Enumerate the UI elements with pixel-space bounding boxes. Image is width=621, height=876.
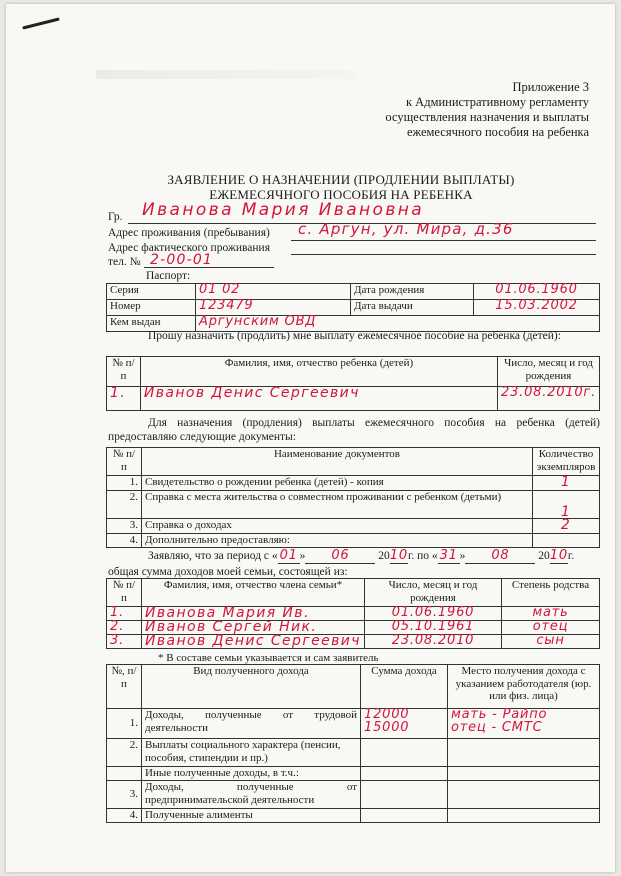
- income-sum[interactable]: [361, 767, 448, 781]
- table-row: [107, 534, 600, 548]
- income-kind: Полученные алименты: [142, 809, 361, 823]
- series-value[interactable]: 01 02: [196, 284, 351, 300]
- table-row: [107, 767, 600, 781]
- child-num[interactable]: 1.: [107, 387, 141, 411]
- income-col-place: Место получения дохода с указанием работодателя (юр. или физ. лица): [448, 665, 600, 709]
- appendix-line: ежемесячного пособия на ребенка: [406, 125, 589, 139]
- income-place[interactable]: [448, 809, 600, 823]
- doc-num: 1.: [107, 476, 142, 491]
- residence-value[interactable]: с. Аргун, ул. Мира, д.36: [298, 220, 514, 238]
- income-place[interactable]: [448, 781, 600, 809]
- period-sep: »: [459, 550, 466, 562]
- phone-label: тел. №: [108, 256, 141, 268]
- doc-num: 3.: [107, 519, 142, 534]
- family-col-date: Число, месяц и год рождения: [365, 579, 502, 607]
- income-kind: Доходы, полученные от трудовой деятельности: [142, 709, 361, 739]
- doc-qty[interactable]: 2: [533, 519, 600, 534]
- period-from-year[interactable]: 10: [389, 548, 408, 563]
- doc-qty[interactable]: 1: [533, 476, 600, 491]
- family-name[interactable]: Иванов Сергей Ник.: [142, 621, 365, 635]
- phone-value[interactable]: 2-00-01: [150, 252, 214, 268]
- family-date[interactable]: 23.08.2010: [365, 635, 502, 649]
- period-year-prefix: 20: [538, 550, 550, 562]
- income-kind: Доходы, полученные от предпринимательской деятельности: [142, 781, 361, 809]
- actual-address-line: [291, 254, 596, 255]
- period-sep: »: [299, 550, 306, 562]
- income-num: [107, 767, 142, 781]
- income-place[interactable]: [448, 767, 600, 781]
- issue-date-value[interactable]: 15.03.2002: [474, 300, 600, 316]
- period-prefix: Заявляю, что за период с «: [148, 550, 278, 562]
- family-name[interactable]: Иванова Мария Ив.: [142, 607, 365, 621]
- doc-name: Дополнительно предоставляю:: [142, 534, 533, 548]
- family-relation[interactable]: мать: [502, 607, 600, 621]
- table-row: [107, 387, 600, 411]
- family-col-num: № п/п: [107, 579, 142, 607]
- number-label: Номер: [107, 300, 196, 316]
- issued-by-value[interactable]: Аргунским ОВД: [196, 316, 600, 332]
- income-col-sum: Сумма дохода: [361, 665, 448, 709]
- scan-mark: [22, 17, 60, 29]
- income-num: 3.: [107, 781, 142, 809]
- family-date[interactable]: 01.06.1960: [365, 607, 502, 621]
- period-to-month[interactable]: 08: [465, 549, 535, 564]
- income-sum[interactable]: 12000 15000: [361, 709, 448, 739]
- income-num: 2.: [107, 739, 142, 767]
- income-table: [106, 664, 600, 823]
- request-text: Прошу назначить (продлить) мне выплату ежемесячное пособие на ребенка (детей):: [148, 330, 561, 342]
- family-name[interactable]: Иванов Денис Сергеевич: [142, 635, 365, 649]
- family-date[interactable]: 05.10.1961: [365, 621, 502, 635]
- issue-date-label: Дата выдачи: [351, 300, 474, 316]
- bleed-through-shadow: [96, 70, 356, 79]
- period-from-month[interactable]: 06: [305, 549, 375, 564]
- citizen-label: Гр.: [108, 211, 123, 223]
- appendix-line: Приложение 3: [512, 80, 589, 94]
- passport-table: [106, 283, 600, 332]
- income-sum[interactable]: [361, 739, 448, 767]
- form-subtitle: ЕЖЕМЕСЯЧНОГО ПОСОБИЯ НА РЕБЕНКА: [209, 187, 473, 202]
- family-col-name: Фамилия, имя, отчество члена семьи*: [142, 579, 365, 607]
- application-form-sheet: [6, 4, 615, 872]
- table-row: [107, 476, 600, 491]
- income-sum[interactable]: [361, 809, 448, 823]
- period-from-day[interactable]: 01: [279, 548, 298, 563]
- family-num[interactable]: 3.: [107, 635, 142, 649]
- income-col-kind: Вид полученного дохода: [142, 665, 361, 709]
- income-kind: Выплаты социального характера (пенсии, пособия, стипендии и пр.): [142, 739, 361, 767]
- issued-by-label: Кем выдан: [107, 316, 196, 332]
- appendix-line: осуществления назначения и выплаты: [385, 110, 589, 124]
- period-mid: г. по «: [407, 550, 438, 562]
- table-row: [107, 781, 600, 809]
- series-label: Серия: [107, 284, 196, 300]
- family-relation[interactable]: сын: [502, 635, 600, 649]
- income-num: 4.: [107, 809, 142, 823]
- children-col-name: Фамилия, имя, отчество ребенка (детей): [140, 357, 497, 387]
- doc-qty[interactable]: [533, 534, 600, 548]
- family-col-relation: Степень родства: [502, 579, 600, 607]
- income-place[interactable]: мать - Райпо отец - СМТС: [448, 709, 600, 739]
- family-num[interactable]: 2.: [107, 621, 142, 635]
- docs-col-name: Наименование документов: [142, 448, 533, 476]
- period-line2: общая сумма доходов моей семьи, состоящей из:: [108, 566, 348, 578]
- appendix-header: [385, 80, 589, 140]
- family-note: * В составе семьи указывается и сам заявитель: [158, 652, 379, 664]
- doc-name: Справка с места жительства о совместном проживании с ребенком (детьми): [142, 491, 533, 519]
- period-line: [148, 549, 574, 564]
- income-place[interactable]: [448, 739, 600, 767]
- period-to-year[interactable]: 10: [549, 548, 568, 563]
- table-row: [107, 739, 600, 767]
- table-row: [107, 519, 600, 534]
- doc-qty[interactable]: 1: [533, 491, 600, 519]
- table-row: [107, 491, 600, 519]
- doc-name: Справка о доходах: [142, 519, 533, 534]
- income-kind: Иные полученные доходы, в т.ч.:: [142, 767, 361, 781]
- docs-col-qty: Количество экземпляров: [533, 448, 600, 476]
- period-to-day[interactable]: 31: [439, 548, 458, 563]
- children-col-date: Число, месяц и год рождения: [498, 357, 600, 387]
- child-name[interactable]: Иванов Денис Сергеевич: [140, 387, 497, 411]
- children-col-num: № п/п: [107, 357, 141, 387]
- income-col-num: №, п/п: [107, 665, 142, 709]
- period-suffix: г.: [567, 550, 575, 562]
- docs-col-num: № п/п: [107, 448, 142, 476]
- doc-name: Свидетельство о рождении ребенка (детей) - копия: [142, 476, 533, 491]
- children-table: [106, 356, 600, 411]
- actual-address-label: Адрес фактического проживания: [108, 242, 270, 254]
- dob-value[interactable]: 01.06.1960: [474, 284, 600, 300]
- table-row: [107, 635, 600, 649]
- number-value[interactable]: 123479: [196, 300, 351, 316]
- family-num[interactable]: 1.: [107, 607, 142, 621]
- appendix-line: к Административному регламенту: [405, 95, 589, 109]
- docs-table: [106, 447, 600, 548]
- doc-num: 2.: [107, 491, 142, 519]
- form-title: ЗАЯВЛЕНИЕ О НАЗНАЧЕНИИ (ПРОДЛЕНИИ ВЫПЛАТЫ): [167, 172, 515, 187]
- residence-label: Адрес проживания (пребывания): [108, 227, 270, 239]
- income-sum[interactable]: [361, 781, 448, 809]
- docs-text: Для назначения (продления) выплаты ежемесячного пособия на ребенка (детей) предоставляю следующие документы:: [108, 417, 600, 443]
- family-table: [106, 578, 600, 649]
- citizen-value[interactable]: Иванова Мария Ивановна: [142, 200, 425, 220]
- doc-num: 4.: [107, 534, 142, 548]
- dob-label: Дата рождения: [351, 284, 474, 300]
- table-row: [107, 809, 600, 823]
- income-num: 1.: [107, 709, 142, 739]
- table-row: [107, 709, 600, 739]
- residence-line: [291, 240, 596, 241]
- period-year-prefix: 20: [378, 550, 390, 562]
- family-relation[interactable]: отец: [502, 621, 600, 635]
- child-date[interactable]: 23.08.2010г.: [498, 387, 600, 411]
- passport-label: Паспорт:: [146, 270, 191, 282]
